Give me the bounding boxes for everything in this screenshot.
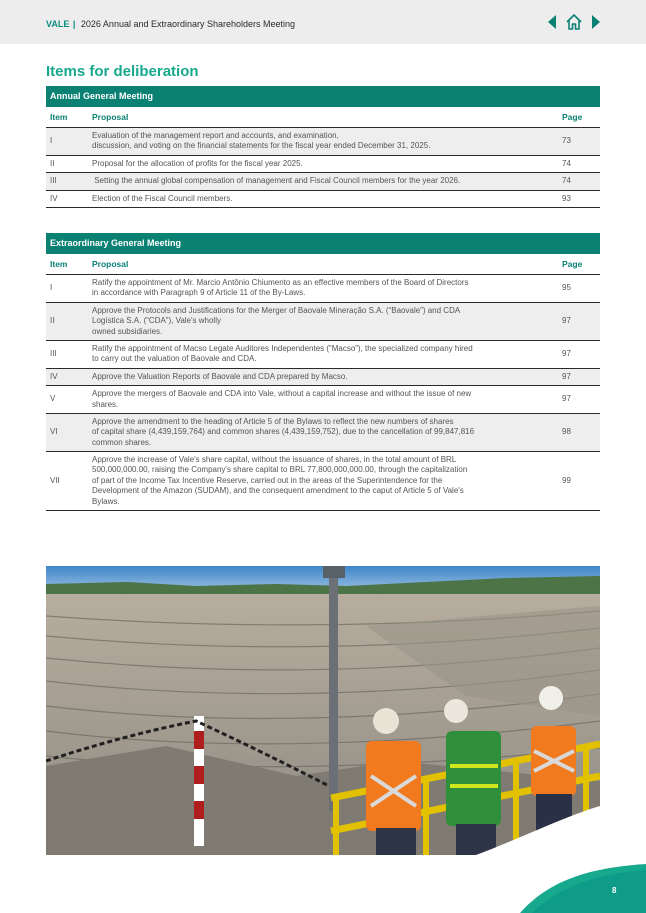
proposal-cell: [88, 128, 558, 156]
proposal-text: 500,000,000.00, raising the Company's share capital to BRL 77,800,000,000.00, through the capitalization: [92, 465, 468, 475]
proposal-text: Approve the Valuation Reports of Baovale and CDA prepared by Macso.: [92, 371, 348, 381]
page-reference: 98: [558, 413, 600, 451]
proposal-cell: [88, 452, 558, 511]
document-title: 2026 Annual and Extraordinary Shareholders Meeting: [80, 19, 296, 29]
page-reference: 74: [558, 173, 600, 190]
table-row: [46, 340, 600, 368]
proposal-text: Bylaws.: [92, 496, 120, 506]
egm-table: [46, 254, 600, 511]
proposal-text: Evaluation of the management report and accounts, and examination,: [92, 131, 339, 140]
proposal-cell: [88, 413, 558, 451]
item-number: VII: [46, 452, 88, 511]
page-reference: 97: [558, 386, 600, 414]
proposal-text: Approve the amendment to the heading of Article 5 of the Bylaws to reflect the new numbers of shares: [92, 416, 454, 426]
brand-name: VALE: [46, 19, 70, 29]
header-bar: [0, 0, 646, 44]
column-header-proposal: Proposal: [88, 254, 558, 275]
page-title: Items for deliberation: [46, 63, 199, 80]
page-reference: 97: [558, 302, 600, 340]
table-row: [46, 155, 600, 172]
proposal-text: Setting the annual global compensation of management and Fiscal Council members for the year 2026.: [92, 176, 461, 186]
egm-header-row: [46, 254, 600, 275]
proposal-text: Approve the mergers of Baovale and CDA into Vale, without a capital increase and without the issue of new: [92, 389, 472, 399]
home-icon[interactable]: [564, 12, 584, 32]
item-number: I: [46, 128, 88, 156]
proposal-text: Proposal for the allocation of profits for the fiscal year 2025.: [92, 158, 303, 168]
table-row: [46, 173, 600, 190]
agm-header-row: [46, 107, 600, 128]
column-header-item: Item: [46, 254, 88, 275]
chevron-left-icon[interactable]: [546, 12, 558, 32]
corner-decoration: [520, 860, 646, 913]
egm-heading: Extraordinary General Meeting: [46, 233, 600, 254]
page-reference: 97: [558, 340, 600, 368]
proposal-text: Ratify the appointment of Macso Legate Auditores Independentes (“Macso”), the specialized company hired: [92, 343, 473, 353]
item-number: IV: [46, 368, 88, 385]
page-reference: 73: [558, 128, 600, 156]
proposal-text: Logística S.A. (“CDA”), Vale's wholly: [92, 316, 221, 326]
item-number: III: [46, 173, 88, 190]
page-reference: 95: [558, 275, 600, 303]
proposal-text: shares.: [92, 399, 119, 409]
agm-heading: Annual General Meeting: [46, 86, 600, 107]
proposal-text: Approve the Protocols and Justifications for the Merger of Baovale Mineração S.A. (“Baovale”) and CDA: [92, 305, 461, 315]
page-number: 8: [612, 886, 617, 895]
item-number: II: [46, 155, 88, 172]
proposal-text: in accordance with Paragraph 9 of Article 11 of the By-Laws.: [92, 288, 306, 298]
item-number: III: [46, 340, 88, 368]
proposal-text: Development of the Amazon (SUDAM), and the consequent amendment to the caput of Article 5 of Vale's: [92, 486, 464, 496]
page-reference: 93: [558, 190, 600, 207]
table-row: [46, 413, 600, 451]
table-row: [46, 368, 600, 385]
proposal-cell: [88, 340, 558, 368]
document-header: [46, 19, 295, 29]
proposal-cell: [88, 190, 558, 207]
proposal-text: owned subsidiaries.: [92, 326, 163, 336]
proposal-cell: [88, 155, 558, 172]
table-row: [46, 386, 600, 414]
proposal-cell: [88, 275, 558, 303]
item-number: II: [46, 302, 88, 340]
item-number: IV: [46, 190, 88, 207]
proposal-text: common shares.: [92, 437, 152, 447]
column-header-item: Item: [46, 107, 88, 128]
mine-site-photo: [46, 566, 600, 855]
page-reference: 97: [558, 368, 600, 385]
chevron-right-icon[interactable]: [590, 12, 602, 32]
table-row: [46, 128, 600, 156]
item-number: I: [46, 275, 88, 303]
table-row: [46, 190, 600, 207]
table-row: [46, 452, 600, 511]
page-reference: 99: [558, 452, 600, 511]
item-number: V: [46, 386, 88, 414]
proposal-text: of capital share (4,439,159,764) and common shares (4,439,159,752), due to the cancellation of 99,847,816: [92, 427, 475, 437]
proposal-cell: [88, 173, 558, 190]
table-row: [46, 302, 600, 340]
proposal-text: Approve the increase of Vale's share capital, without the issuance of shares, in the total amount of BRL: [92, 455, 457, 465]
proposal-text: to carry out the valuation of Baovale and CDA.: [92, 354, 257, 364]
header-separator: |: [72, 19, 76, 29]
proposal-text: Ratify the appointment of Mr. Marcio Antônio Chiumento as an effective members of the Board of Directors: [92, 278, 469, 287]
column-header-page: Page: [558, 107, 600, 128]
proposal-cell: [88, 302, 558, 340]
proposal-cell: [88, 386, 558, 414]
table-row: [46, 275, 600, 303]
proposal-text: Election of the Fiscal Council members.: [92, 193, 233, 203]
proposal-text: discussion, and voting on the financial statements for the fiscal year ended December 31, 2025.: [92, 141, 431, 151]
page-reference: 74: [558, 155, 600, 172]
column-header-page: Page: [558, 254, 600, 275]
column-header-proposal: Proposal: [88, 107, 558, 128]
proposal-text: of part of the Income Tax Incentive Reserve, carried out in the areas of the Superintendence for the: [92, 475, 443, 485]
agm-table: [46, 107, 600, 208]
item-number: VI: [46, 413, 88, 451]
proposal-cell: [88, 368, 558, 385]
